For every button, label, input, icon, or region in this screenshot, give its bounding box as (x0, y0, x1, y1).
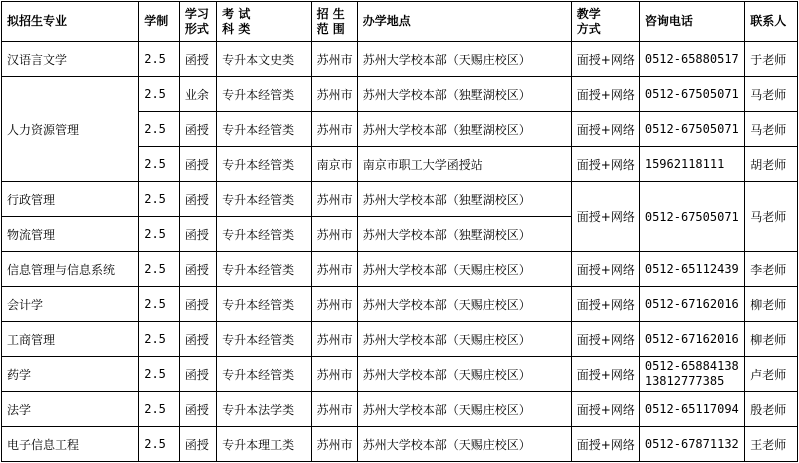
phone-cell: 0512-67871132 (639, 427, 744, 462)
method-cell: 面授+网络 (571, 427, 639, 462)
contact-cell: 柳老师 (745, 322, 798, 357)
header-form: 学习 形式 (179, 2, 216, 42)
method-cell: 面授+网络 (571, 357, 639, 392)
form-cell: 函授 (179, 112, 216, 147)
years-cell: 2.5 (139, 182, 180, 217)
major-cell: 物流管理 (2, 217, 139, 252)
phone-line: 13812777385 (644, 374, 725, 388)
phone-line: 0512-65884138 (644, 359, 739, 373)
phone-cell: 0512-65117094 (639, 392, 744, 427)
scope-cell: 苏州市 (311, 42, 357, 77)
form-cell: 函授 (179, 42, 216, 77)
form-cell: 函授 (179, 182, 216, 217)
major-cell: 法学 (2, 392, 139, 427)
address-cell: 苏州大学校本部（独墅湖校区） (357, 182, 571, 217)
header-address: 办学地点 (357, 2, 571, 42)
enrollment-table (1, 1, 798, 462)
header-contact: 联系人 (745, 2, 798, 42)
header-phone: 咨询电话 (639, 2, 744, 42)
scope-cell: 南京市 (311, 147, 357, 182)
major-cell: 信息管理与信息系统 (2, 252, 139, 287)
form-cell: 函授 (179, 427, 216, 462)
type-cell: 专升本经管类 (217, 357, 311, 392)
address-cell: 南京市职工大学函授站 (357, 147, 571, 182)
years-cell: 2.5 (139, 77, 180, 112)
method-cell: 面授+网络 (571, 182, 639, 252)
method-cell: 面授+网络 (571, 147, 639, 182)
type-cell: 专升本经管类 (217, 322, 311, 357)
table-row (2, 392, 798, 427)
type-cell: 专升本经管类 (217, 217, 311, 252)
method-cell: 面授+网络 (571, 322, 639, 357)
contact-cell: 殷老师 (745, 392, 798, 427)
method-cell: 面授+网络 (571, 392, 639, 427)
address-cell: 苏州大学校本部（独墅湖校区） (357, 217, 571, 252)
major-cell: 会计学 (2, 287, 139, 322)
years-cell: 2.5 (139, 42, 180, 77)
form-cell: 函授 (179, 357, 216, 392)
address-cell: 苏州大学校本部（天赐庄校区） (357, 322, 571, 357)
address-cell: 苏州大学校本部（天赐庄校区） (357, 42, 571, 77)
phone-cell: 0512-67162016 (639, 287, 744, 322)
method-cell: 面授+网络 (571, 42, 639, 77)
major-cell: 药学 (2, 357, 139, 392)
header-method: 教学 方式 (571, 2, 639, 42)
phone-cell: 0512-67162016 (639, 322, 744, 357)
address-cell: 苏州大学校本部（独墅湖校区） (357, 77, 571, 112)
major-cell: 工商管理 (2, 322, 139, 357)
type-cell: 专升本经管类 (217, 147, 311, 182)
scope-cell: 苏州市 (311, 182, 357, 217)
major-cell: 电子信息工程 (2, 427, 139, 462)
major-cell: 行政管理 (2, 182, 139, 217)
table-row (2, 357, 798, 392)
contact-cell: 卢老师 (745, 357, 798, 392)
type-cell: 专升本文史类 (217, 42, 311, 77)
contact-cell: 于老师 (745, 42, 798, 77)
table-row (2, 182, 798, 217)
table-row (2, 287, 798, 322)
contact-cell: 王老师 (745, 427, 798, 462)
table-row (2, 252, 798, 287)
years-cell: 2.5 (139, 147, 180, 182)
address-cell: 苏州大学校本部（天赐庄校区） (357, 287, 571, 322)
scope-cell: 苏州市 (311, 77, 357, 112)
address-cell: 苏州大学校本部（天赐庄校区） (357, 252, 571, 287)
major-cell: 汉语言文学 (2, 42, 139, 77)
type-cell: 专升本经管类 (217, 252, 311, 287)
type-cell: 专升本经管类 (217, 287, 311, 322)
scope-cell: 苏州市 (311, 427, 357, 462)
header-major: 拟招生专业 (2, 2, 139, 42)
address-cell: 苏州大学校本部（天赐庄校区） (357, 392, 571, 427)
phone-cell: 0512-65880517 (639, 42, 744, 77)
contact-cell: 马老师 (745, 182, 798, 252)
table-row (2, 322, 798, 357)
years-cell: 2.5 (139, 427, 180, 462)
years-cell: 2.5 (139, 392, 180, 427)
scope-cell: 苏州市 (311, 217, 357, 252)
form-cell: 函授 (179, 287, 216, 322)
contact-cell: 李老师 (745, 252, 798, 287)
form-cell: 函授 (179, 252, 216, 287)
years-cell: 2.5 (139, 287, 180, 322)
years-cell: 2.5 (139, 112, 180, 147)
phone-cell: 0512-65112439 (639, 252, 744, 287)
type-cell: 专升本经管类 (217, 112, 311, 147)
phone-cell (639, 357, 744, 392)
major-cell: 人力资源管理 (2, 77, 139, 182)
years-cell: 2.5 (139, 357, 180, 392)
scope-cell: 苏州市 (311, 252, 357, 287)
address-cell: 苏州大学校本部（天赐庄校区） (357, 427, 571, 462)
contact-cell: 马老师 (745, 112, 798, 147)
header-type: 考 试 科 类 (217, 2, 311, 42)
phone-cell: 0512-67505071 (639, 77, 744, 112)
header-row (2, 2, 798, 42)
type-cell: 专升本法学类 (217, 392, 311, 427)
method-cell: 面授+网络 (571, 77, 639, 112)
scope-cell: 苏州市 (311, 392, 357, 427)
table-row (2, 42, 798, 77)
table-row (2, 427, 798, 462)
contact-cell: 柳老师 (745, 287, 798, 322)
header-scope: 招 生 范 围 (311, 2, 357, 42)
form-cell: 函授 (179, 392, 216, 427)
type-cell: 专升本经管类 (217, 182, 311, 217)
years-cell: 2.5 (139, 322, 180, 357)
scope-cell: 苏州市 (311, 112, 357, 147)
address-cell: 苏州大学校本部（独墅湖校区） (357, 112, 571, 147)
years-cell: 2.5 (139, 217, 180, 252)
address-cell: 苏州大学校本部（天赐庄校区） (357, 357, 571, 392)
form-cell: 函授 (179, 147, 216, 182)
table-row (2, 77, 798, 112)
type-cell: 专升本理工类 (217, 427, 311, 462)
years-cell: 2.5 (139, 252, 180, 287)
phone-cell: 0512-67505071 (639, 112, 744, 147)
contact-cell: 胡老师 (745, 147, 798, 182)
scope-cell: 苏州市 (311, 322, 357, 357)
header-years: 学制 (139, 2, 180, 42)
scope-cell: 苏州市 (311, 357, 357, 392)
form-cell: 函授 (179, 217, 216, 252)
type-cell: 专升本经管类 (217, 77, 311, 112)
method-cell: 面授+网络 (571, 287, 639, 322)
scope-cell: 苏州市 (311, 287, 357, 322)
form-cell: 业余 (179, 77, 216, 112)
contact-cell: 马老师 (745, 77, 798, 112)
method-cell: 面授+网络 (571, 112, 639, 147)
method-cell: 面授+网络 (571, 252, 639, 287)
phone-cell: 15962118111 (639, 147, 744, 182)
form-cell: 函授 (179, 322, 216, 357)
phone-cell: 0512-67505071 (639, 182, 744, 252)
